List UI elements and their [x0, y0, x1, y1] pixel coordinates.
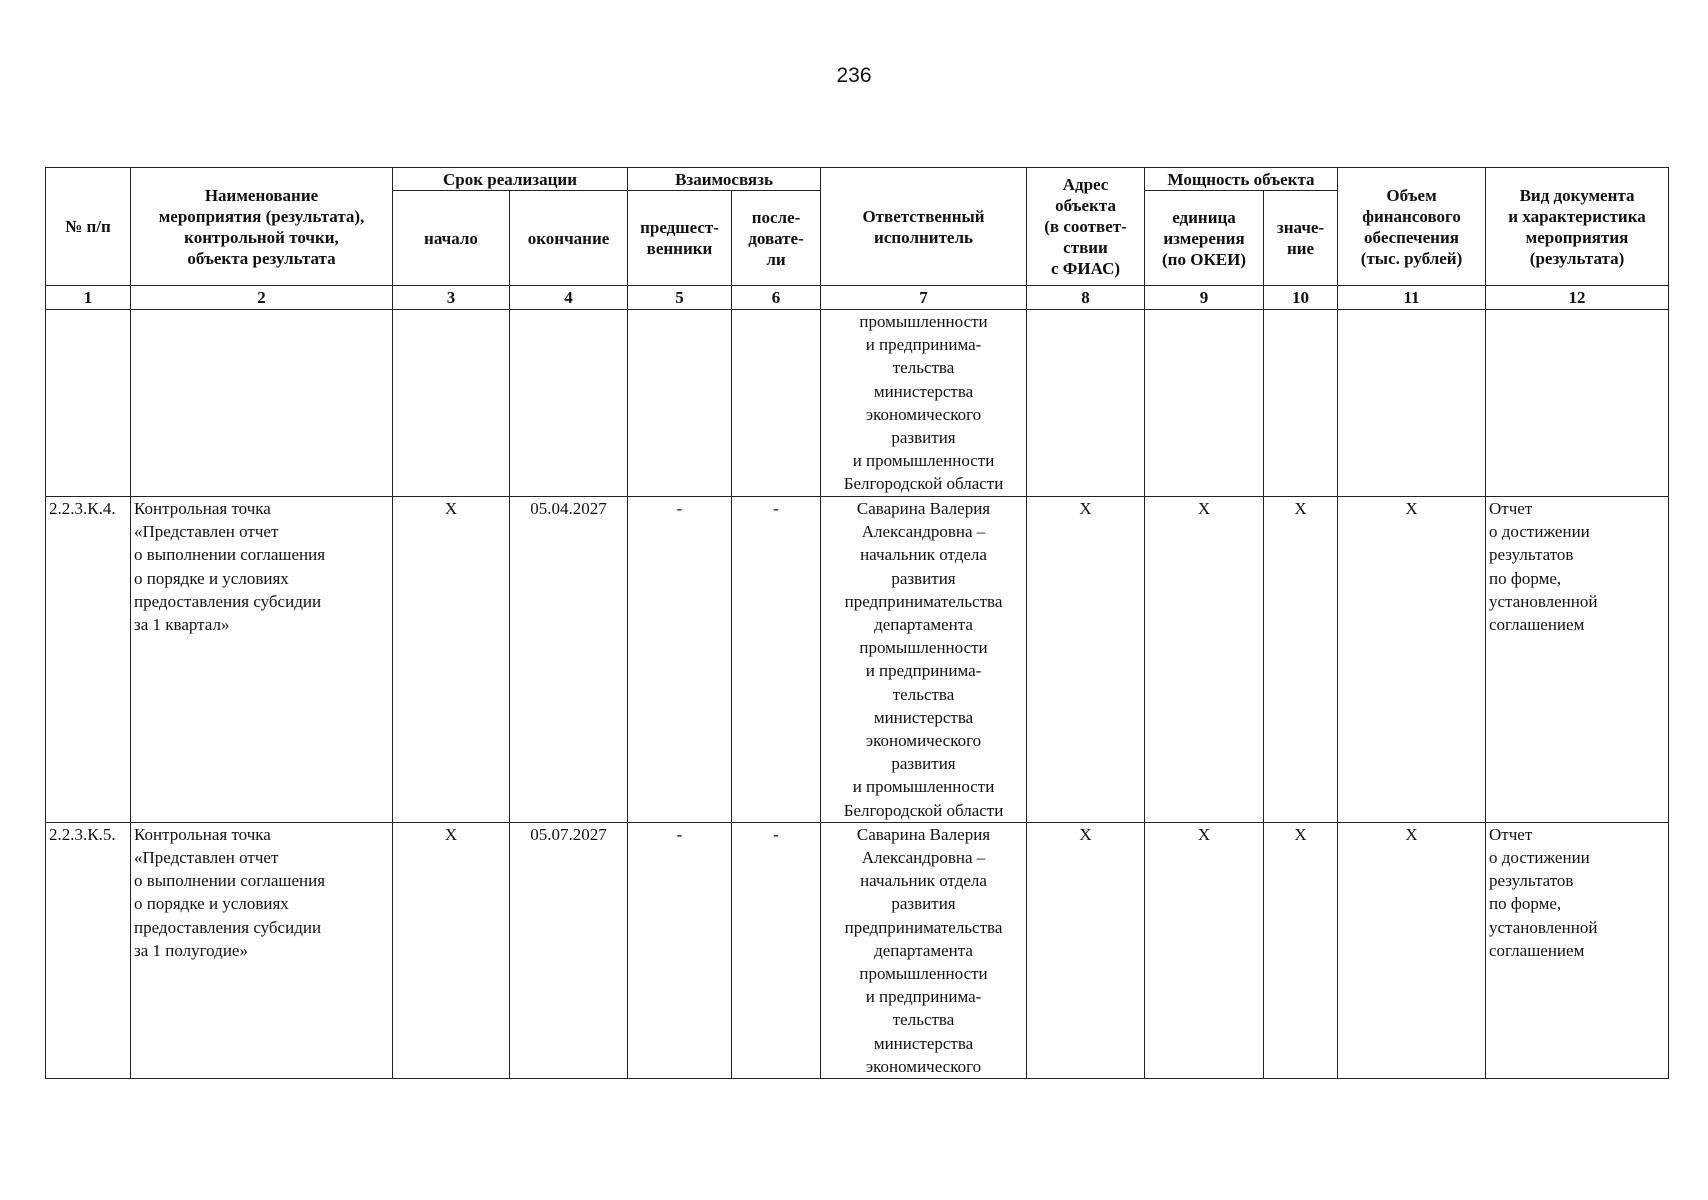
table-row [46, 497, 1669, 823]
cell-end: 05.07.2027 [510, 822, 628, 1078]
column-number: 7 [821, 286, 1027, 310]
cell-responsible: Саварина Валерия Александровна – начальник отдела развития предпринимательства департамента промышленности и предпринима- тельства министерства экономического развития и промышленности Белгородской области [821, 497, 1027, 823]
cell-post: - [732, 497, 821, 823]
cell-num [46, 310, 131, 497]
header-value: значе- ние [1264, 191, 1338, 286]
header-group-vzaim: Взаимосвязь [628, 168, 821, 191]
column-number: 2 [131, 286, 393, 310]
plan-table [45, 167, 1669, 1079]
column-number: 12 [1486, 286, 1669, 310]
cell-start: X [393, 822, 510, 1078]
cell-post [732, 310, 821, 497]
cell-name [131, 310, 393, 497]
header-name: Наименование мероприятия (результата), контрольной точки, объекта результата [131, 168, 393, 286]
column-number: 4 [510, 286, 628, 310]
column-number: 1 [46, 286, 131, 310]
header-group-srok: Срок реализации [393, 168, 628, 191]
cell-address: X [1027, 497, 1145, 823]
cell-unit [1145, 310, 1264, 497]
cell-end: 05.04.2027 [510, 497, 628, 823]
cell-doc: Отчет о достижении результатов по форме, установленной соглашением [1486, 497, 1669, 823]
column-number: 8 [1027, 286, 1145, 310]
column-number: 10 [1264, 286, 1338, 310]
header-post: после- довате- ли [732, 191, 821, 286]
column-number: 11 [1338, 286, 1486, 310]
cell-pred: - [628, 497, 732, 823]
cell-unit: X [1145, 822, 1264, 1078]
header-address: Адрес объекта (в соответ- ствии с ФИАС) [1027, 168, 1145, 286]
cell-name: Контрольная точка «Представлен отчет о выполнении соглашения о порядке и условиях предоставления субсидии за 1 квартал» [131, 497, 393, 823]
cell-doc: Отчет о достижении результатов по форме, установленной соглашением [1486, 822, 1669, 1078]
cell-responsible: Саварина Валерия Александровна – начальник отдела развития предпринимательства департамента промышленности и предпринима- тельства министерства экономического [821, 822, 1027, 1078]
page-number: 236 [836, 64, 872, 87]
header-num: № п/п [46, 168, 131, 286]
column-number: 3 [393, 286, 510, 310]
cell-num: 2.2.3.К.5. [46, 822, 131, 1078]
cell-doc [1486, 310, 1669, 497]
header-doc: Вид документа и характеристика мероприятия (результата) [1486, 168, 1669, 286]
column-number: 5 [628, 286, 732, 310]
cell-post: - [732, 822, 821, 1078]
cell-address [1027, 310, 1145, 497]
cell-finance: X [1338, 497, 1486, 823]
cell-unit: X [1145, 497, 1264, 823]
cell-finance [1338, 310, 1486, 497]
header-finance: Объем финансового обеспечения (тыс. рублей) [1338, 168, 1486, 286]
cell-finance: X [1338, 822, 1486, 1078]
table-body [46, 310, 1669, 1079]
header-start: начало [393, 191, 510, 286]
table-row [46, 822, 1669, 1078]
cell-pred [628, 310, 732, 497]
header-responsible: Ответственный исполнитель [821, 168, 1027, 286]
header-pred: предшест- венники [628, 191, 732, 286]
column-number-row [46, 286, 1669, 310]
cell-address: X [1027, 822, 1145, 1078]
table-header [46, 168, 1669, 310]
header-unit: единица измерения (по ОКЕИ) [1145, 191, 1264, 286]
cell-start: X [393, 497, 510, 823]
cell-start [393, 310, 510, 497]
cell-value: X [1264, 822, 1338, 1078]
cell-pred: - [628, 822, 732, 1078]
header-end: окончание [510, 191, 628, 286]
cell-end [510, 310, 628, 497]
column-number: 9 [1145, 286, 1264, 310]
cell-value [1264, 310, 1338, 497]
column-number: 6 [732, 286, 821, 310]
cell-value: X [1264, 497, 1338, 823]
cell-name: Контрольная точка «Представлен отчет о выполнении соглашения о порядке и условиях предоставления субсидии за 1 полугодие» [131, 822, 393, 1078]
header-group-moshch: Мощность объекта [1145, 168, 1338, 191]
cell-responsible: промышленности и предпринима- тельства министерства экономического развития и промышленности Белгородской области [821, 310, 1027, 497]
table-row [46, 310, 1669, 497]
cell-num: 2.2.3.К.4. [46, 497, 131, 823]
